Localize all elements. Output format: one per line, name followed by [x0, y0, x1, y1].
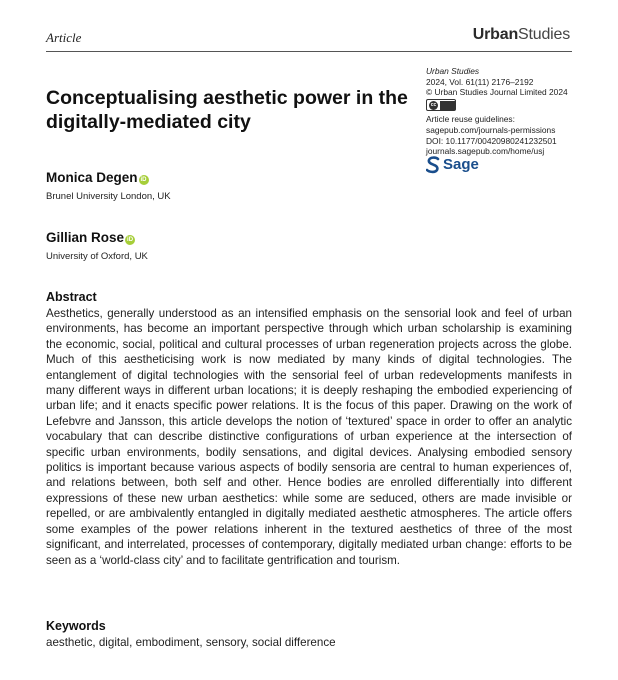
article-type-label: Article [46, 30, 82, 45]
reuse-label: Article reuse guidelines: [426, 114, 515, 125]
by-mark-icon [440, 101, 455, 110]
orcid-icon[interactable]: iD [140, 177, 147, 183]
journal-logo [473, 26, 570, 44]
cc-mark-icon: cc [430, 101, 437, 108]
keywords-heading: Keywords [46, 619, 106, 633]
sage-logo-icon [426, 156, 440, 174]
doi[interactable]: DOI: 10.1177/00420980241232501 [426, 135, 557, 146]
journal-logo-bold: Urban [472, 26, 519, 43]
author-affiliation: Brunel University London, UK [46, 191, 171, 202]
author-block [46, 169, 171, 202]
article-title: Conceptualising aesthetic power in the digitally-mediated city [46, 87, 408, 133]
author-block [46, 229, 148, 262]
author-affiliation: University of Oxford, UK [46, 251, 148, 262]
author-name: Gillian Rose [46, 230, 125, 245]
publication-meta [426, 66, 586, 157]
journal-logo-light: Studies [518, 26, 570, 43]
abstract-text: Aesthetics, generally understood as an intensified emphasis on the sensorial look and feel of urban environments, has become an important perspective through which urban scholarship is examining the economic, social, political and cultural processes of urban regeneration projects across the globe. Much of this aestheticising work is now mediated by many kinds of digital technologies. The entanglement of digital technologies with the sensorial feel of urban redevelopments manifests in many different ways in different urban locations; it is deeply reshaping the embodied experiencing of urban life; and it enacts specific power relations. It is the focus of this paper. Drawing on the work of Lefebvre and Jansson, this article develops the notion of ‘textured’ space in order to offer an analytic vocabulary that can describe distinctive configurations of urban experience at the intersection of specific urban environments, bodily sensations, and digital devices. Analysing embodied sensory politics is important because various aspects of bodily sensoria are central to human experiences of, and relations between, both self and other. Hence bodies are enrolled differentially into different expressions of these new urban aesthetics: while some are seduced, others are made invisible or repelled, or are ambivalently entangled in digitally mediated aesthetic atmospheres. The article offers some examples of the power relations inherent in the textured aesthetics of three of the most significant, and interrelated, processes of contemporary, digitally mediated urban change: efforts to be seen as a ‘world-class city’ and to facilitate gentrification and tourism. [46, 307, 572, 567]
author-name: Monica Degen [46, 170, 138, 185]
copyright: © Urban Studies Journal Limited 2024 [426, 87, 568, 98]
cc-by-license-icon[interactable] [426, 99, 456, 111]
reuse-link[interactable]: sagepub.com/journals-permissions [426, 124, 556, 135]
page-header [46, 26, 572, 52]
abstract-heading: Abstract [46, 290, 97, 304]
journal-name: Urban Studies [426, 66, 480, 76]
orcid-icon[interactable]: iD [127, 237, 134, 243]
keywords-text: aesthetic, digital, embodiment, sensory, social difference [46, 636, 336, 649]
publisher-name: Sage [443, 156, 479, 173]
citation: 2024, Vol. 61(11) 2176–2192 [426, 76, 534, 87]
journal-link[interactable]: journals.sagepub.com/home/usj [426, 146, 545, 157]
